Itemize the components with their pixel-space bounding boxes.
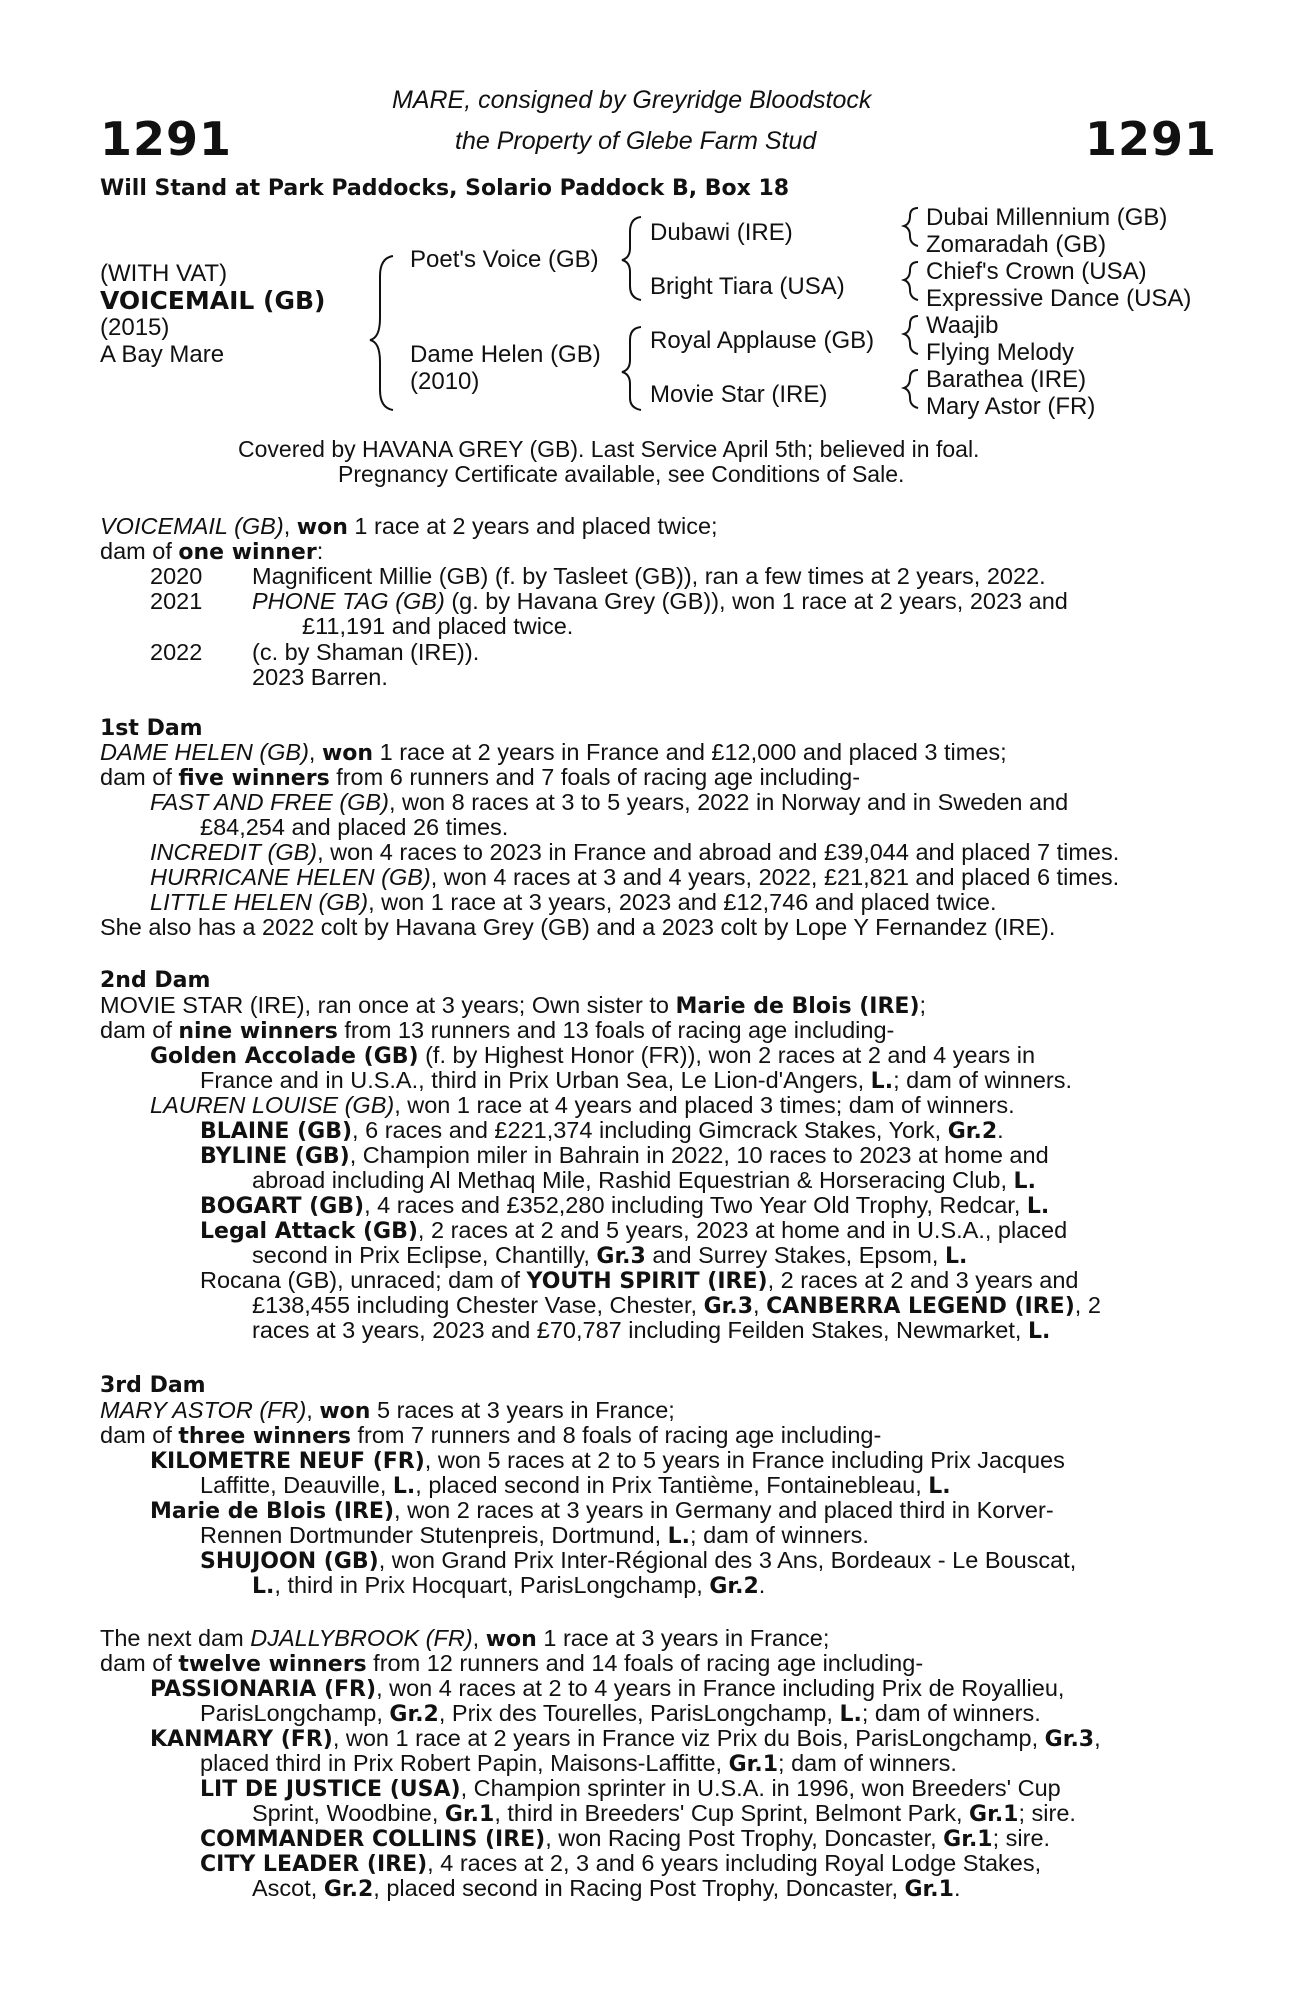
italic-text: FAST AND FREE (GB) <box>150 789 389 815</box>
text-span: Rennen Dortmunder Stutenpreis, Dortmund, <box>200 1522 668 1548</box>
covering-line-1: Covered by HAVANA GREY (GB). Last Service April 5th; believed in foal. <box>238 436 980 462</box>
text-line <box>200 1218 1067 1244</box>
text-line <box>252 665 388 690</box>
covering-line-2: Pregnancy Certificate available, see Conditions of Sale. <box>338 461 905 487</box>
dam-sire-name: Royal Applause (GB) <box>650 327 875 354</box>
text-span: , won 4 races at 3 and 4 years, 2022, £21,821 and placed 6 times. <box>430 864 1120 890</box>
bold-text: L. <box>944 1244 968 1269</box>
text-span: second in Prix Eclipse, Chantilly, <box>252 1242 597 1268</box>
text-line <box>150 563 1046 589</box>
text-span: ; dam of winners. <box>893 1067 1072 1093</box>
ggp-1: Dubai Millennium (GB) <box>926 204 1168 231</box>
bold-text: five winners <box>178 766 330 791</box>
text-span: dam of <box>100 538 179 564</box>
text-span: (c. by Shaman (IRE)). <box>252 639 480 665</box>
bold-text: Gr.1 <box>904 1877 954 1902</box>
italic-text: HURRICANE HELEN (GB) <box>150 864 431 890</box>
text-line <box>100 1651 923 1677</box>
text-span: (f. by Highest Honor (FR)), won 2 races at 2 and 4 years in <box>418 1042 1036 1068</box>
bold-text: L. <box>1026 1194 1050 1219</box>
bold-text: three winners <box>178 1424 351 1449</box>
horse-description: A Bay Mare <box>100 341 225 368</box>
text-span: . <box>953 1875 961 1901</box>
text-span: , <box>306 1397 320 1423</box>
bold-text: COMMANDER COLLINS (IRE) <box>200 1827 546 1852</box>
bold-text: Gr.2 <box>947 1119 998 1144</box>
bold-text: L. <box>667 1524 691 1549</box>
dam-name: Dame Helen (GB) <box>410 341 601 368</box>
text-span: , Prix des Tourelles, ParisLongchamp, <box>438 1700 840 1726</box>
bold-text: BYLINE (GB) <box>200 1144 350 1169</box>
text-line <box>150 890 996 915</box>
bold-text: won <box>296 515 348 540</box>
text-line <box>150 865 1119 890</box>
text-line <box>100 1398 675 1424</box>
lot-number-left: 1291 <box>100 112 233 166</box>
text-span: MOVIE STAR (IRE), ran once at 3 years; Own sister to <box>100 992 676 1018</box>
property-line: the Property of Glebe Farm Stud <box>455 127 817 155</box>
bold-text: BOGART (GB) <box>200 1194 365 1219</box>
text-span: Magnificent Millie (GB) (f. by Tasleet (GB)), ran a few times at 2 years, 2022. <box>252 563 1046 589</box>
text-span: . <box>758 1572 766 1598</box>
bold-text: Legal Attack (GB) <box>200 1219 418 1244</box>
text-line <box>200 815 508 840</box>
bold-text: L. <box>252 1574 275 1599</box>
text-span: 1 race at 2 years in France and £12,000 and placed 3 times; <box>373 739 1007 765</box>
bold-text: Gr.2 <box>389 1702 439 1727</box>
text-line <box>200 1776 1061 1802</box>
text-span: The next dam <box>100 1625 251 1651</box>
text-span: 1 race at 2 years and placed twice; <box>347 513 718 539</box>
text-span: placed third in Prix Robert Papin, Maisons-Laffitte, <box>200 1750 729 1776</box>
text-line <box>200 1193 1049 1219</box>
text-line <box>200 1143 1049 1169</box>
text-span: She also has a 2022 colt by Havana Grey (GB) and a 2023 colt by Lope Y Fernandez (IRE). <box>100 914 1056 940</box>
text-span: and Surrey Stakes, Epsom, <box>645 1242 945 1268</box>
text-line <box>252 1318 1050 1344</box>
text-span: Laffitte, Deauville, <box>200 1472 393 1498</box>
text-span: ; <box>919 992 927 1018</box>
text-span: , placed second in Prix Tantième, Fontainebleau, <box>415 1472 929 1498</box>
text-line <box>100 993 926 1019</box>
text-line <box>150 1726 1101 1752</box>
text-span: , won 8 races at 3 to 5 years, 2022 in Norway and in Sweden and <box>388 789 1069 815</box>
text-span: from 13 runners and 13 foals of racing age including- <box>337 1017 895 1043</box>
text-span: 2021 <box>150 588 203 614</box>
text-span: from 6 runners and 7 foals of racing age including- <box>329 764 861 790</box>
dam-year: (2010) <box>410 368 480 395</box>
third-dam-heading: 3rd Dam <box>100 1373 206 1398</box>
text-span: dam of <box>100 1017 179 1043</box>
text-span: £138,455 including Chester Vase, Chester, <box>252 1292 704 1318</box>
bold-text: won <box>319 1399 371 1424</box>
bold-text: Gr.3 <box>596 1244 646 1269</box>
italic-text: DJALLYBROOK (FR) <box>250 1625 473 1651</box>
text-line <box>150 790 1068 815</box>
bold-text: Marie de Blois (IRE) <box>675 994 920 1019</box>
italic-text: LAUREN LOUISE (GB) <box>150 1092 395 1118</box>
text-line <box>150 1448 1065 1474</box>
text-span: , won 2 races at 3 years in Germany and placed third in Korver- <box>394 1497 1054 1523</box>
ggp-8: Mary Astor (FR) <box>926 393 1096 420</box>
text-line <box>200 1118 1004 1144</box>
ggp-5: Waajib <box>926 312 999 339</box>
text-group <box>252 640 479 665</box>
italic-text: MARY ASTOR (FR) <box>100 1397 307 1423</box>
text-line <box>252 1573 765 1599</box>
text-span: , placed second in Racing Post Trophy, Doncaster, <box>373 1875 905 1901</box>
text-line <box>150 1498 1054 1524</box>
text-span: ; sire. <box>1018 1800 1076 1826</box>
ggp-2: Zomaradah (GB) <box>926 231 1107 258</box>
text-span: £84,254 and placed 26 times. <box>200 814 509 840</box>
bold-text: BLAINE (GB) <box>200 1119 353 1144</box>
text-line <box>100 740 1007 766</box>
text-span: , 2 races at 2 and 3 years and <box>767 1267 1079 1293</box>
consignor-line: MARE, consigned by Greyridge Bloodstock <box>392 86 872 114</box>
text-line <box>252 1801 1076 1827</box>
text-line <box>200 1548 1076 1574</box>
text-line <box>100 539 323 565</box>
bold-text: YOUTH SPIRIT (IRE) <box>526 1269 768 1294</box>
bold-text: Golden Accolade (GB) <box>150 1044 419 1069</box>
text-span: Sprint, Woodbine, <box>252 1800 445 1826</box>
text-span: , 2 races at 2 and 5 years, 2023 at home and in U.S.A., placed <box>417 1217 1068 1243</box>
bold-text: Gr.3 <box>1044 1727 1095 1752</box>
bold-text: Gr.1 <box>943 1827 993 1852</box>
text-line <box>150 1676 1064 1702</box>
italic-text: INCREDIT (GB) <box>150 839 318 865</box>
text-span: , Champion miler in Bahrain in 2022, 10 races to 2023 at home and <box>349 1142 1049 1168</box>
text-line <box>252 1168 1036 1194</box>
text-line <box>150 840 1119 865</box>
horse-name: VOICEMAIL (GB) <box>100 286 326 315</box>
text-line <box>200 1068 1072 1094</box>
horse-year: (2015) <box>100 314 170 341</box>
text-line <box>252 1876 960 1902</box>
bold-text: LIT DE JUSTICE (USA) <box>200 1777 461 1802</box>
text-span: , won 1 race at 3 years, 2023 and £12,746 and placed twice. <box>368 889 997 915</box>
text-span: France and in U.S.A., third in Prix Urban Sea, Le Lion-d'Angers, <box>200 1067 871 1093</box>
first-dam-heading: 1st Dam <box>100 716 203 741</box>
text-span: , won 4 races to 2023 in France and abroad and £39,044 and placed 7 times. <box>317 839 1120 865</box>
bold-text: Gr.3 <box>703 1294 754 1319</box>
text-span: , Champion sprinter in U.S.A. in 1996, won Breeders' Cup <box>460 1775 1061 1801</box>
bold-text: CITY LEADER (IRE) <box>200 1852 428 1877</box>
bold-text: L. <box>1027 1319 1051 1344</box>
text-line <box>200 1851 1041 1877</box>
bold-text: L. <box>870 1069 894 1094</box>
bold-text: Gr.2 <box>323 1877 374 1902</box>
text-span: , <box>472 1625 486 1651</box>
text-line <box>150 1043 1035 1069</box>
lot-number-right: 1291 <box>1085 112 1218 166</box>
text-group <box>252 589 1068 614</box>
bold-text: twelve winners <box>178 1652 367 1677</box>
text-span: , <box>753 1292 767 1318</box>
bold-text: L. <box>928 1474 951 1499</box>
text-line <box>100 1423 881 1449</box>
text-span: ; dam of winners. <box>861 1700 1041 1726</box>
bold-text: nine winners <box>178 1019 338 1044</box>
text-span: , third in Breeders' Cup Sprint, Belmont Park, <box>494 1800 970 1826</box>
text-span: , <box>283 513 297 539</box>
text-span: races at 3 years, 2023 and £70,787 including Feilden Stakes, Newmarket, <box>252 1317 1028 1343</box>
text-span: abroad including Al Methaq Mile, Rashid Equestrian & Horseracing Club, <box>252 1167 1014 1193</box>
bold-text: won <box>321 741 374 766</box>
bold-text: Gr.1 <box>444 1802 495 1827</box>
text-span: £11,191 and placed twice. <box>302 613 574 639</box>
text-span: ; sire. <box>992 1825 1051 1851</box>
text-line <box>100 514 718 540</box>
ggp-3: Chief's Crown (USA) <box>926 258 1147 285</box>
text-span: , 4 races at 2, 3 and 6 years including Royal Lodge Stakes, <box>427 1850 1042 1876</box>
text-line <box>100 765 860 791</box>
text-span: 2023 Barren. <box>252 664 388 690</box>
text-line <box>100 1626 829 1652</box>
bold-text: Gr.2 <box>709 1574 759 1599</box>
text-line <box>200 1523 869 1549</box>
text-span: , <box>1094 1725 1101 1751</box>
text-span: 2022 <box>150 639 203 665</box>
text-span: , won Grand Prix Inter-Régional des 3 Ans, Bordeaux - Le Bouscat, <box>378 1547 1077 1573</box>
text-line <box>150 1093 1015 1118</box>
dam-dam-name: Movie Star (IRE) <box>650 381 828 408</box>
sire-name: Poet's Voice (GB) <box>410 246 599 273</box>
bold-text: KANMARY (FR) <box>150 1727 333 1752</box>
text-span: : <box>316 538 324 564</box>
text-line <box>200 1751 957 1777</box>
text-line <box>200 1473 951 1499</box>
text-line <box>252 1243 967 1269</box>
text-span: ; dam of winners. <box>690 1522 869 1548</box>
text-span: , won 4 races at 2 to 4 years in France including Prix de Royallieu, <box>376 1675 1065 1701</box>
ggp-4: Expressive Dance (USA) <box>926 285 1192 312</box>
text-line <box>200 1268 1078 1294</box>
text-line <box>200 1701 1041 1727</box>
text-span: , <box>308 739 322 765</box>
text-span: dam of <box>100 1650 179 1676</box>
bold-text: one winner <box>178 540 317 565</box>
second-dam-heading: 2nd Dam <box>100 968 211 993</box>
text-span: ; dam of winners. <box>778 1750 957 1776</box>
text-span: , 2 <box>1074 1292 1101 1318</box>
text-span: (g. by Havana Grey (GB)), won 1 race at 2 years, 2023 and <box>444 588 1068 614</box>
ggp-6: Flying Melody <box>926 339 1075 366</box>
bold-text: PASSIONARIA (FR) <box>150 1677 377 1702</box>
text-span: , won Racing Post Trophy, Doncaster, <box>545 1825 944 1851</box>
text-span: ParisLongchamp, <box>200 1700 390 1726</box>
bold-text: SHUJOON (GB) <box>200 1549 379 1574</box>
sire-dam-name: Bright Tiara (USA) <box>650 273 845 300</box>
text-line <box>150 588 1068 614</box>
ggp-7: Barathea (IRE) <box>926 366 1087 393</box>
text-span: , won 1 race at 2 years in France viz Prix du Bois, ParisLongchamp, <box>332 1725 1045 1751</box>
italic-text: LITTLE HELEN (GB) <box>150 889 369 915</box>
text-span: dam of <box>100 1422 179 1448</box>
text-span: 1 race at 3 years in France; <box>536 1625 830 1651</box>
text-span: from 12 runners and 14 foals of racing age including- <box>366 1650 924 1676</box>
bold-text: L. <box>839 1702 862 1727</box>
sire-sire-name: Dubawi (IRE) <box>650 219 793 246</box>
bold-text: L. <box>392 1474 416 1499</box>
bold-text: Marie de Blois (IRE) <box>150 1499 395 1524</box>
bold-text: KILOMETRE NEUF (FR) <box>150 1449 425 1474</box>
text-span: 2020 <box>150 563 203 589</box>
italic-text: PHONE TAG (GB) <box>252 588 445 614</box>
italic-text: DAME HELEN (GB) <box>100 739 309 765</box>
bold-text: Gr.1 <box>728 1752 779 1777</box>
italic-text: VOICEMAIL (GB) <box>100 513 284 539</box>
text-span: dam of <box>100 764 179 790</box>
text-line <box>302 614 573 639</box>
text-line <box>252 1293 1101 1319</box>
text-span: , 6 races and £221,374 including Gimcrack Stakes, York, <box>352 1117 948 1143</box>
text-span: 5 races at 3 years in France; <box>370 1397 675 1423</box>
bold-text: L. <box>1013 1169 1036 1194</box>
bold-text: CANBERRA LEGEND (IRE) <box>766 1294 1075 1319</box>
text-span: Rocana (GB), unraced; dam of <box>200 1267 527 1293</box>
vat-note: (WITH VAT) <box>100 260 228 287</box>
text-line <box>200 1826 1050 1852</box>
text-span: , third in Prix Hocquart, ParisLongchamp, <box>274 1572 710 1598</box>
bold-text: Gr.1 <box>969 1802 1019 1827</box>
text-span: , 4 races and £352,280 including Two Year Old Trophy, Redcar, <box>364 1192 1027 1218</box>
text-line <box>100 915 1055 940</box>
text-group <box>252 564 1046 589</box>
stand-location: Will Stand at Park Paddocks, Solario Paddock B, Box 18 <box>100 176 790 201</box>
text-span: from 7 runners and 8 foals of racing age including- <box>350 1422 882 1448</box>
text-span: . <box>997 1117 1004 1143</box>
text-span: Ascot, <box>252 1875 324 1901</box>
text-span: , won 1 race at 4 years and placed 3 times; dam of winners. <box>394 1092 1015 1118</box>
text-span: , won 5 races at 2 to 5 years in France including Prix Jacques <box>424 1447 1065 1473</box>
text-line <box>150 639 480 665</box>
bold-text: won <box>485 1627 537 1652</box>
text-line <box>100 1018 894 1044</box>
